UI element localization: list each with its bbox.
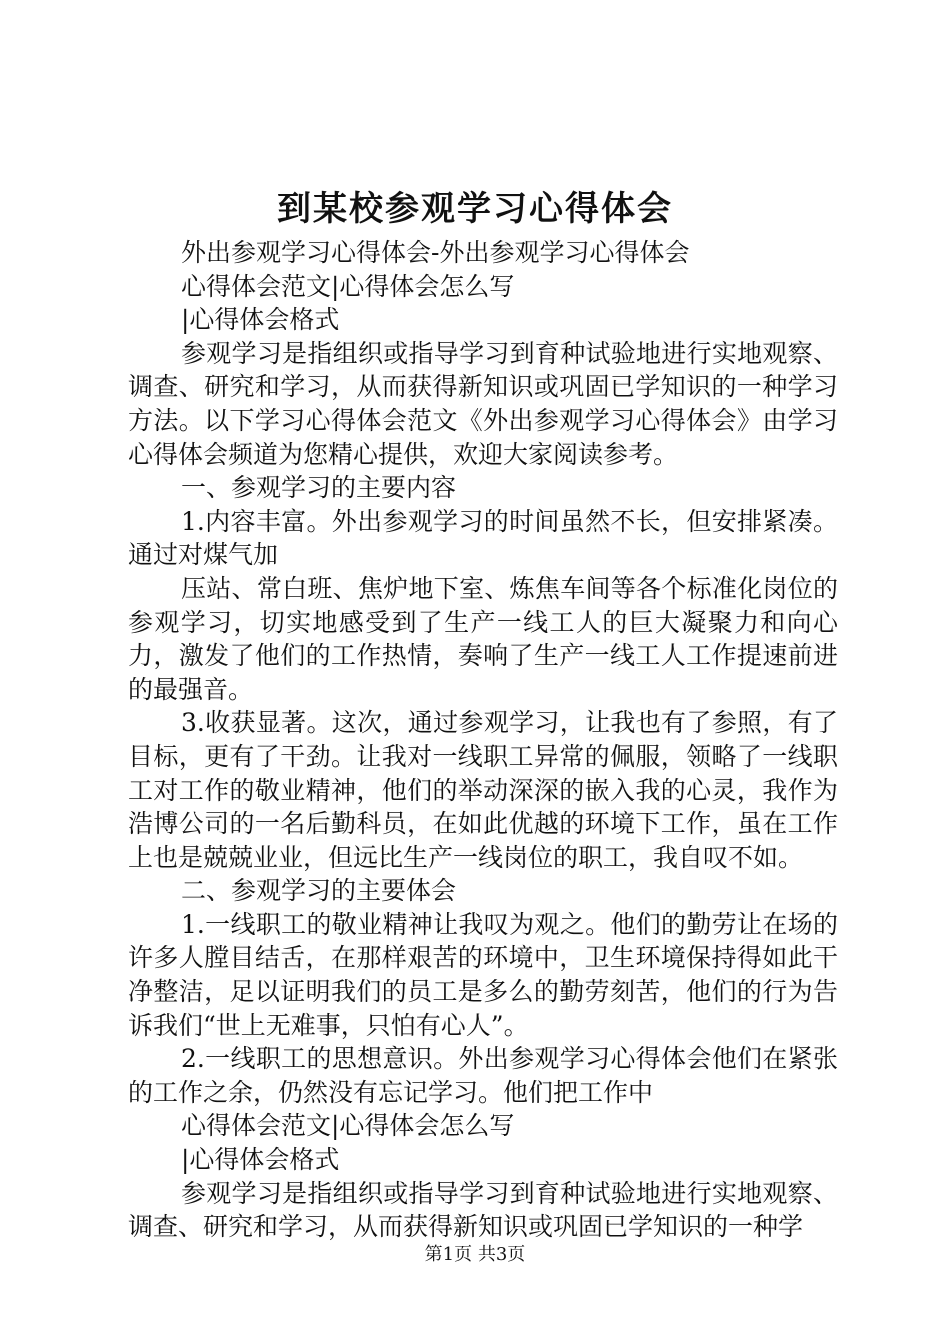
document-body (128, 236, 838, 1244)
paragraph-links-4: |心得体会格式 (181, 1145, 340, 1175)
paragraph-intro: 参观学习是指组织或指导学习到育种试验地进行实地观察、调查、研究和学习，从而获得新知识或巩固已学知识的一种学习方法。以下学习心得体会范文《外出参观学习心得体会》由学习心得体会频道为您精心提供，欢迎大家阅读参考。 (128, 338, 838, 469)
paragraph-content-2: 压站、常白班、焦炉地下室、炼焦车间等各个标准化岗位的参观学习，切实地感受到了生产一线工人的巨大凝聚力和向心力，激发了他们的工作热情，奏响了生产一线工人工作提速前进的最强音。 (128, 573, 838, 704)
page-number: 第1页 共3页 (424, 1244, 526, 1265)
paragraph-subtitle: 外出参观学习心得体会-外出参观学习心得体会 (181, 238, 690, 267)
paragraph-links-3: 心得体会范文|心得体会怎么写 (181, 1111, 515, 1141)
paragraph-experience-1: 1.一线职工的敬业精神让我叹为观之。他们的勤劳让在场的许多人膛目结舌，在那样艰苦的环境中，卫生环境保持得如此干净整洁，足以证明我们的员工是多么的勤劳刻苦，他们的行为告诉我们“世上无难事，只怕有心人”。 (128, 909, 838, 1040)
paragraph-links-1: 心得体会范文|心得体会怎么写 (181, 271, 515, 301)
document-title: 到某校参观学习心得体会 (277, 189, 673, 229)
section-heading-1: 一、参观学习的主要内容 (181, 473, 457, 503)
paragraph-content-3: 3.收获显著。这次，通过参观学习，让我也有了参照，有了目标，更有了干劲。让我对一线职工异常的佩服，领略了一线职工对工作的敬业精神，他们的举动深深的嵌入我的心灵，我作为浩博公司的一名后勤科员，在如此优越的环境下工作，虽在工作上也是兢兢业业，但远比生产一线岗位的职工，我自叹不如。 (128, 708, 838, 872)
paragraph-links-2: |心得体会格式 (181, 305, 340, 335)
paragraph-content-1: 1.内容丰富。外出参观学习的时间虽然不长，但安排紧凑。通过对煤气加 (128, 506, 838, 570)
paragraph-experience-2: 2.一线职工的思想意识。外出参观学习心得体会他们在紧张的工作之余，仍然没有忘记学习。他们把工作中 (128, 1044, 838, 1107)
paragraph-intro-repeat: 参观学习是指组织或指导学习到育种试验地进行实地观察、调查、研究和学习，从而获得新知识或巩固已学知识的一种学 (128, 1178, 838, 1242)
section-heading-2: 二、参观学习的主要体会 (181, 876, 457, 906)
